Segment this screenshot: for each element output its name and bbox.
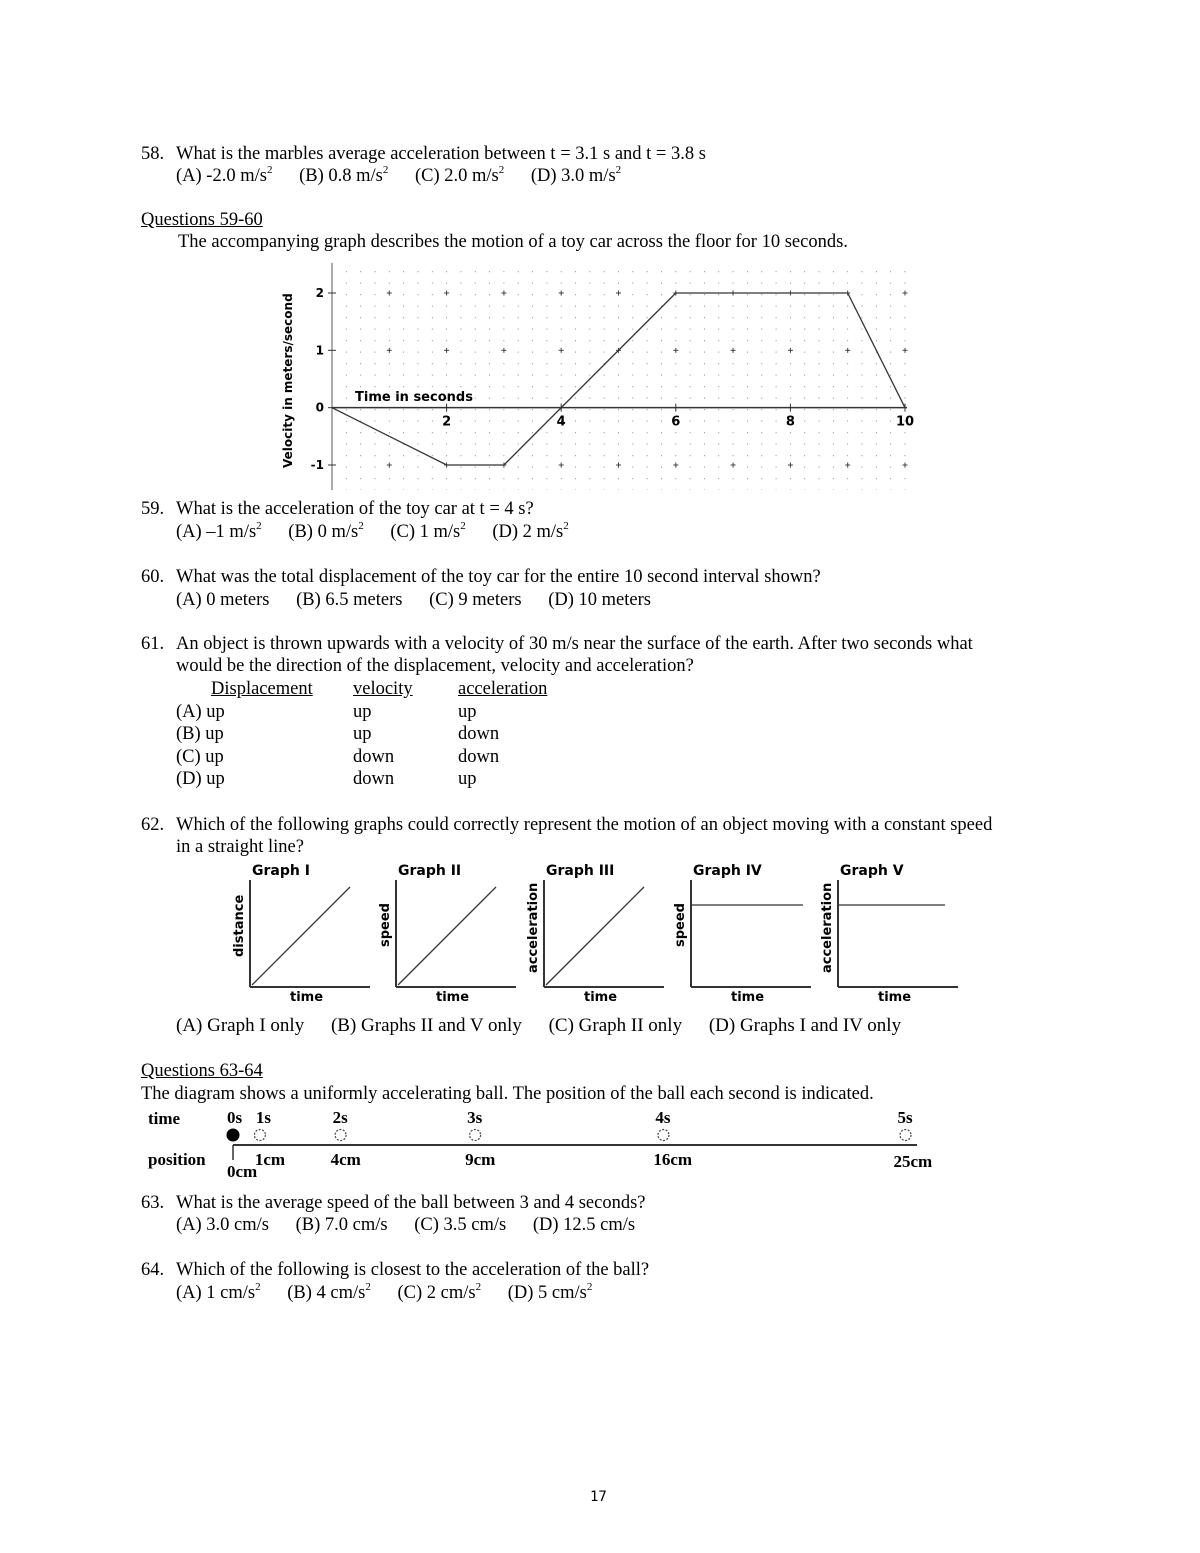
question-number: 63. — [141, 1193, 165, 1213]
time-label: 3s — [467, 1108, 483, 1127]
question-number: 58. — [141, 144, 165, 164]
graph-ylabel: speed — [378, 903, 393, 947]
table-cell: up — [458, 769, 477, 789]
answer-options — [176, 589, 673, 611]
question-number: 61. — [141, 634, 165, 654]
x-tick-label: 10 — [895, 414, 915, 430]
section-heading: Questions 63-64 — [141, 1061, 263, 1081]
grid-plus — [559, 348, 564, 353]
grid-plus — [903, 463, 908, 468]
option-a: (A) 3.0 cm/s — [176, 1215, 269, 1235]
position-label: 0cm — [227, 1162, 258, 1181]
option-b: (B) 4 $cm/s^2$ — [287, 1281, 371, 1303]
question-text: Which of the following graphs could correctly represent the motion of an object moving with a constant speed — [176, 815, 993, 835]
y-tick-label: 2 — [315, 286, 324, 300]
grid-plus — [387, 348, 392, 353]
option-c: (C) 3.5 cm/s — [414, 1215, 507, 1235]
table-cell: down — [353, 747, 395, 767]
graph-iii — [526, 863, 664, 1005]
x-tick-label: 4 — [556, 414, 566, 430]
ball-outline — [335, 1130, 346, 1141]
x-tick-label: 6 — [671, 414, 681, 430]
grid-plus — [559, 291, 564, 296]
question-number: 59. — [141, 499, 165, 519]
option-c: (C) 9 meters — [429, 590, 522, 610]
option-a: (A) 0 meters — [176, 590, 270, 610]
question-text-continued: in a straight line? — [176, 837, 304, 857]
option-d: (D) Graphs I and IV only — [708, 1015, 902, 1036]
answer-options — [176, 1282, 614, 1304]
graph-title: Graph I — [252, 863, 310, 879]
table-header: Displacement — [211, 679, 313, 699]
option-b: (B) 0.8 $m/s^2$ — [299, 164, 389, 186]
graph-xlabel: time — [290, 990, 324, 1005]
graph-title: Graph IV — [693, 863, 762, 879]
ball-position-diagram — [140, 1104, 950, 1184]
graph-ylabel: acceleration — [820, 882, 835, 973]
grid-plus — [616, 291, 621, 296]
answer-options — [176, 521, 591, 543]
time-label: 2s — [332, 1108, 348, 1127]
question-number: 60. — [141, 567, 165, 587]
time-label: 5s — [897, 1108, 913, 1127]
ball-outline — [658, 1130, 669, 1141]
graph-v — [820, 863, 958, 1005]
graph-xlabel: time — [731, 990, 765, 1005]
option-b: (B) 6.5 meters — [296, 590, 403, 610]
ball-filled — [227, 1129, 240, 1142]
position-label: 25cm — [893, 1152, 933, 1171]
grid-plus — [616, 463, 621, 468]
velocity-time-chart — [270, 258, 935, 498]
time-row-label: time — [148, 1109, 181, 1128]
grid-plus — [845, 348, 850, 353]
grid-plus — [788, 348, 793, 353]
grid-plus — [501, 348, 506, 353]
grid-plus — [673, 348, 678, 353]
option-a: (A) -2.0 $m/s^2$ — [176, 164, 273, 186]
table-cell: up — [353, 702, 372, 722]
grid-plus — [387, 463, 392, 468]
graph-line-diagonal — [252, 887, 350, 985]
option-c: (C) 2 $cm/s^2$ — [397, 1281, 482, 1303]
graph-ii — [378, 863, 516, 1005]
motion-graphs — [225, 855, 965, 1010]
position-label: 9cm — [465, 1150, 496, 1169]
grid-plus — [731, 463, 736, 468]
table-header: velocity — [353, 679, 413, 699]
table-cell: (D) up — [176, 769, 225, 789]
question-text-continued: would be the direction of the displacement, velocity and acceleration? — [176, 656, 694, 676]
grid-plus — [387, 291, 392, 296]
grid-plus — [903, 348, 908, 353]
x-axis-label: Time in seconds — [355, 390, 473, 405]
y-tick-label: 0 — [315, 400, 324, 415]
question-text: What was the total displacement of the toy car for the entire 10 second interval shown? — [176, 567, 821, 587]
option-b: (B) 0 $m/s^2$ — [288, 520, 364, 542]
answer-options — [176, 165, 643, 187]
graph-line-diagonal — [398, 887, 496, 985]
position-row-label: position — [148, 1150, 206, 1169]
table-cell: up — [353, 724, 372, 744]
x-tick-label: 2 — [442, 414, 452, 430]
option-d: (D) 2 $m/s^2$ — [492, 520, 569, 542]
option-b: (B) Graphs II and V only — [330, 1015, 522, 1036]
table-cell: down — [458, 747, 500, 767]
graph-ylabel: speed — [673, 903, 688, 947]
grid-plus — [501, 291, 506, 296]
option-a: (A) –1 $m/s^2$ — [176, 520, 262, 542]
option-c: (C) 2.0 $m/s^2$ — [414, 164, 505, 186]
position-label: 1cm — [254, 1150, 286, 1169]
chart-grid — [332, 271, 908, 490]
y-axis-label: Velocity in meters/second — [281, 293, 295, 468]
graph-xlabel: time — [436, 990, 470, 1005]
question-text: Which of the following is closest to the acceleration of the ball? — [176, 1260, 650, 1280]
table-cell: (B) up — [176, 724, 224, 744]
option-b: (B) 7.0 cm/s — [295, 1215, 388, 1235]
option-d: (D) 3.0 $m/s^2$ — [530, 164, 622, 186]
ball-outline — [254, 1130, 265, 1141]
graph-ylabel: distance — [232, 894, 247, 957]
option-d: (D) 10 meters — [548, 590, 651, 610]
option-a: (A) Graph I only — [176, 1015, 305, 1036]
question-text: What is the acceleration of the toy car at t = 4 s? — [176, 499, 534, 519]
position-label: 16cm — [653, 1150, 693, 1169]
grid-plus — [903, 291, 908, 296]
grid-plus — [731, 348, 736, 353]
graph-line-diagonal — [546, 887, 644, 985]
option-d: (D) 12.5 cm/s — [532, 1215, 636, 1235]
grid-plus — [673, 463, 678, 468]
ball-outline — [470, 1130, 481, 1141]
question-text: An object is thrown upwards with a velocity of 30 m/s near the surface of the earth. After two seconds what — [176, 634, 973, 654]
table-cell: down — [353, 769, 395, 789]
table-cell: down — [458, 724, 500, 744]
option-c: (C) Graph II only — [548, 1015, 683, 1036]
question-text: What is the marbles average acceleration between t = 3.1 s and t = 3.8 s — [176, 144, 706, 164]
graph-xlabel: time — [584, 990, 618, 1005]
ball-outline — [900, 1130, 911, 1141]
table-header: acceleration — [458, 679, 548, 699]
graph-title: Graph II — [398, 863, 462, 879]
section-intro: The diagram shows a uniformly accelerating ball. The position of the ball each second is indicated. — [141, 1084, 874, 1104]
question-number: 64. — [141, 1260, 165, 1280]
option-d: (D) 5 $cm/s^2$ — [507, 1281, 593, 1303]
table-cell: (A) up — [176, 702, 225, 722]
grid-plus — [788, 463, 793, 468]
grid-plus — [444, 348, 449, 353]
graph-iv — [673, 863, 811, 1005]
answer-options — [176, 1015, 923, 1037]
graph-ylabel: acceleration — [526, 882, 541, 973]
time-label: 4s — [655, 1108, 671, 1127]
y-tick-label: 1 — [315, 343, 324, 358]
grid-plus — [444, 291, 449, 296]
chart-ticks — [311, 286, 914, 472]
graph-i — [232, 863, 370, 1005]
page-number: 17 — [590, 1489, 607, 1505]
option-c: (C) 1 $m/s^2$ — [390, 520, 466, 542]
answer-options — [176, 1214, 657, 1236]
section-heading: Questions 59-60 — [141, 210, 263, 230]
position-label: 4cm — [330, 1150, 361, 1169]
question-text: What is the average speed of the ball between 3 and 4 seconds? — [176, 1193, 646, 1213]
time-label: 0s — [227, 1108, 243, 1127]
x-tick-label: 8 — [785, 414, 795, 430]
graph-title: Graph III — [546, 863, 615, 879]
graph-xlabel: time — [878, 990, 912, 1005]
time-label: 1s — [255, 1108, 272, 1127]
option-a: (A) 1 $cm/s^2$ — [176, 1281, 261, 1303]
section-intro: The accompanying graph describes the motion of a toy car across the floor for 10 seconds. — [178, 232, 848, 252]
graph-title: Graph V — [840, 863, 904, 879]
table-cell: (C) up — [176, 747, 224, 767]
y-tick-label: -1 — [310, 458, 324, 472]
grid-plus — [559, 463, 564, 468]
question-number: 62. — [141, 815, 165, 835]
grid-plus — [845, 463, 850, 468]
velocity-series-line — [332, 293, 905, 465]
table-cell: up — [458, 702, 477, 722]
